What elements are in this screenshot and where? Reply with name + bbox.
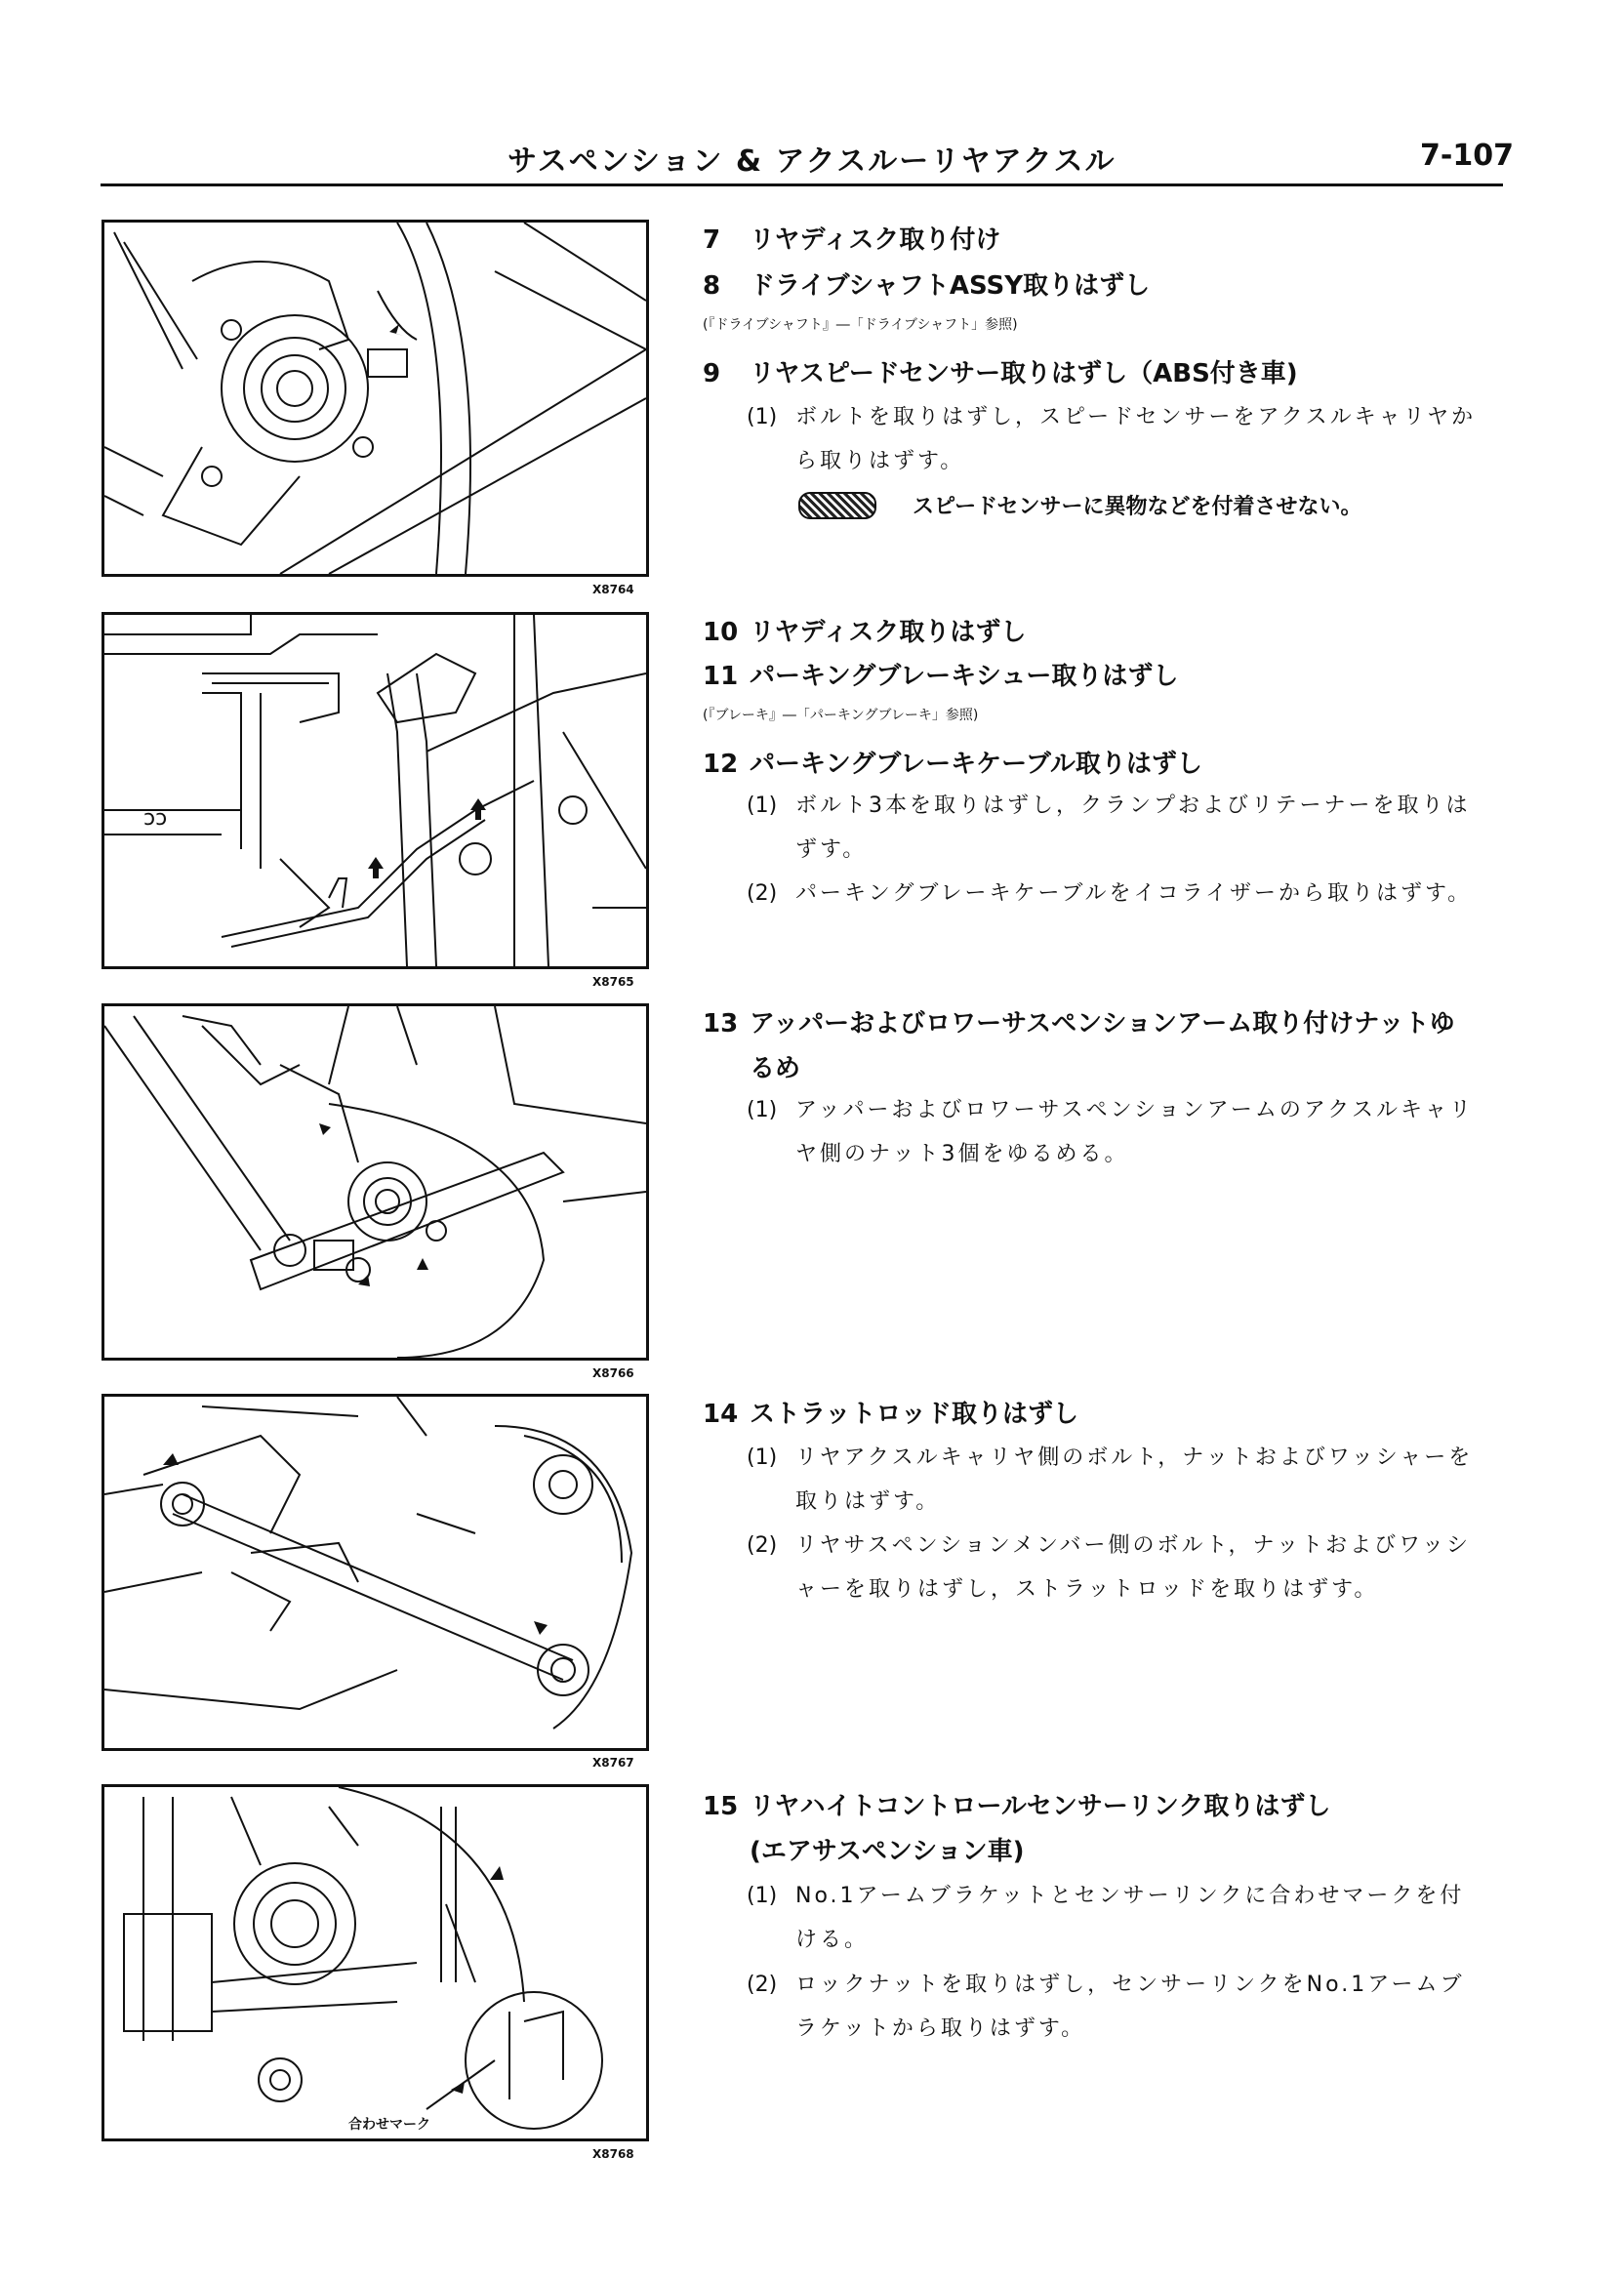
illustration-axle-carrier (104, 223, 646, 574)
sub-number: (1) (747, 1445, 778, 1470)
step-title: ストラットロッド取りはずし (750, 1400, 1078, 1429)
arrow-indicator (163, 1453, 179, 1465)
step-14-sub-2-cont: ャーを取りはずし，ストラットロッドを取りはずす。 (795, 1577, 1379, 1602)
alignment-mark-label: 合わせマーク (348, 2117, 430, 2133)
step-title: パーキングブレーキケーブル取りはずし (750, 750, 1202, 779)
step-9-sub-1-cont: ら取りはずす。 (795, 449, 965, 473)
arrow-indicator (417, 1258, 428, 1270)
page-number: 7-107 (1420, 139, 1514, 173)
step-title: パーキングブレーキシュー取りはずし (750, 662, 1179, 691)
step-14-sub-1 (747, 1441, 1473, 1471)
step-number: 9 (703, 359, 721, 388)
sub-number: (2) (747, 1973, 778, 1997)
illustration-strut-rod (104, 1397, 646, 1748)
arrow-indicator (319, 1123, 331, 1135)
sub-number: (2) (747, 1533, 778, 1558)
step-number: 11 (703, 662, 739, 691)
step-number: 12 (703, 750, 739, 779)
sub-text: ロックナットを取りはずし，センサーリンクをNo.1アームブ (795, 1973, 1465, 1997)
caution-badge (798, 492, 876, 519)
figure-id: X8765 (592, 975, 634, 989)
sub-text: パーキングブレーキケーブルをイコライザーから取りはずす。 (795, 881, 1473, 906)
sub-number: (2) (747, 881, 778, 906)
step-13-sub-1-cont: ヤ側のナット3個をゆるめる。 (795, 1142, 1129, 1166)
figure-id: X8766 (592, 1366, 634, 1380)
step-number: 15 (703, 1792, 739, 1821)
arrow-indicator (490, 1866, 504, 1880)
svg-text:ɔɔ: ɔɔ (143, 806, 168, 831)
step-8 (703, 265, 1150, 302)
step-number: 8 (703, 271, 721, 301)
step-13-sub-1 (747, 1093, 1474, 1123)
arrow-indicator (368, 857, 384, 878)
step-11-reference: (『ブレーキ』―「パーキングブレーキ」参照) (703, 708, 979, 723)
step-number: 14 (703, 1400, 739, 1429)
illustration-height-sensor (104, 1787, 646, 2138)
arrow-indicator (470, 798, 486, 820)
page-header-title: サスペンション & アクスルーリヤアクスル (508, 144, 1116, 179)
step-number: 7 (703, 225, 721, 255)
sub-number: (1) (747, 1098, 778, 1122)
arrow-indicator (389, 324, 404, 336)
step-number: 13 (703, 1009, 739, 1038)
step-title: ドライブシャフトASSY取りはずし (750, 271, 1151, 301)
step-title: リヤスピードセンサー取りはずし（ABS付き車) (750, 359, 1298, 388)
step-15-sub-2-cont: ラケットから取りはずす。 (795, 2016, 1086, 2041)
step-number: 10 (703, 618, 739, 647)
step-title: リヤハイトコントロールセンサーリンク取りはずし (750, 1792, 1331, 1821)
step-8-reference: (『ドライブシャフト』―「ドライブシャフト」参照) (703, 317, 1018, 333)
step-15 (703, 1786, 1330, 1822)
step-9-sub-1 (747, 400, 1476, 430)
arrow-indicator (534, 1621, 548, 1635)
sub-number: (1) (747, 1884, 778, 1908)
step-12-sub-1-cont: ずす。 (795, 837, 868, 862)
step-title: リヤディスク取りはずし (750, 618, 1027, 647)
figure-strut-rod (102, 1394, 649, 1751)
arrow-indicator (451, 2082, 465, 2094)
sub-number: (1) (747, 794, 778, 818)
step-13 (703, 1003, 1455, 1039)
sub-text: No.1アームブラケットとセンサーリンクに合わせマークを付 (795, 1884, 1465, 1908)
step-15-title-cont: (エアサスペンション車) (750, 1837, 1025, 1866)
step-12-sub-2 (747, 876, 1472, 907)
step-15-sub-1 (747, 1879, 1464, 1909)
figure-id: X8768 (592, 2147, 634, 2161)
step-9 (703, 353, 1298, 389)
step-14-sub-1-cont: 取りはずす。 (795, 1489, 941, 1514)
sub-number: (1) (747, 405, 778, 429)
figure-suspension-arm-nuts (102, 1003, 649, 1361)
step-13-title-cont: るめ (750, 1054, 801, 1083)
step-title: アッパーおよびロワーサスペンションアーム取り付けナットゆ (750, 1009, 1455, 1038)
sub-text: リヤアクスルキャリヤ側のボルト，ナットおよびワッシャーを (795, 1445, 1474, 1470)
header-rule (101, 183, 1503, 186)
sub-text: ボルトを取りはずし，スピードセンサーをアクスルキャリヤか (795, 405, 1477, 429)
figure-rear-disc-install (102, 220, 649, 577)
illustration-parking-brake (104, 615, 646, 966)
step-15-sub-1-cont: ける。 (795, 1928, 870, 1952)
step-14 (703, 1394, 1078, 1430)
step-title: リヤディスク取り付け (750, 225, 1001, 255)
sub-text: リヤサスペンションメンバー側のボルト，ナットおよびワッシ (795, 1533, 1471, 1558)
figure-parking-brake-cable (102, 612, 649, 969)
step-11 (703, 656, 1178, 692)
step-10 (703, 612, 1026, 648)
step-14-sub-2 (747, 1528, 1471, 1559)
step-12-sub-1 (747, 789, 1471, 819)
step-7 (703, 220, 1000, 256)
figure-id: X8767 (592, 1756, 634, 1770)
sub-text: ボルト3本を取りはずし，クランプおよびリテーナーを取りは (795, 794, 1471, 818)
caution-text: スピードセンサーに異物などを付着させない。 (913, 495, 1362, 519)
step-12 (703, 744, 1202, 780)
illustration-suspension-arm (104, 1006, 646, 1358)
figure-height-sensor-link (102, 1784, 649, 2141)
step-15-sub-2 (747, 1968, 1465, 1998)
figure-id: X8764 (592, 583, 634, 596)
sub-text: アッパーおよびロワーサスペンションアームのアクスルキャリ (795, 1098, 1475, 1122)
